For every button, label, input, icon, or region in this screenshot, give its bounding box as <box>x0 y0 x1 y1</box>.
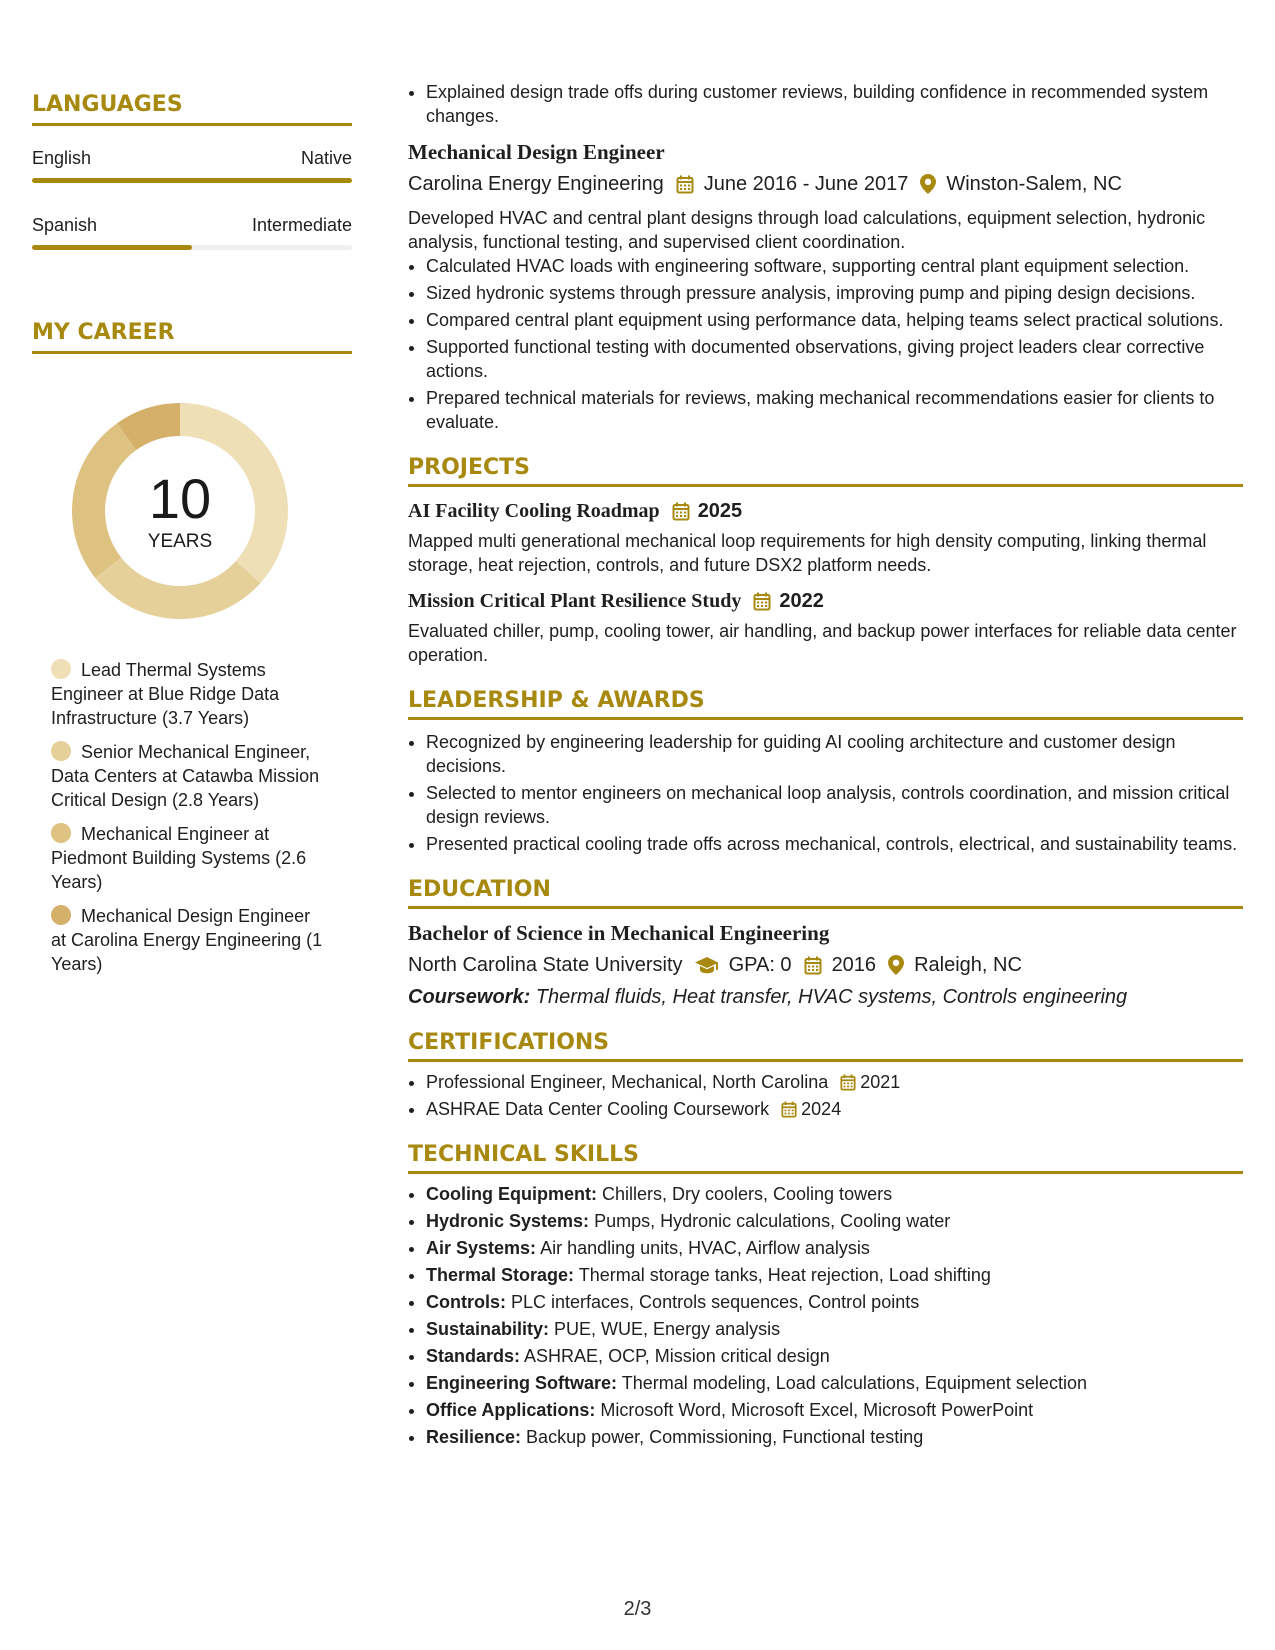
skill-label: Engineering Software: <box>426 1373 618 1393</box>
language-level-fill <box>32 245 192 250</box>
skill-item <box>426 1398 1243 1422</box>
certification-year: 2021 <box>860 1072 901 1092</box>
project-entry <box>408 499 1243 577</box>
bullet-item: • Compared central plant equipment using performance data, helping teams select practical solutions. <box>426 308 1243 332</box>
project-description: Evaluated chiller, pump, cooling tower, air handling, and backup power interfaces for reliable data center operation. <box>408 621 1237 665</box>
job-bullets <box>408 254 1243 434</box>
certification-year: 2024 <box>801 1099 842 1119</box>
skill-label: Cooling Equipment: <box>426 1184 597 1204</box>
project-name: AI Facility Cooling Roadmap <box>408 500 660 522</box>
skill-label: Air Systems: <box>426 1238 537 1258</box>
skill-item <box>426 1236 1243 1260</box>
education-location: Raleigh, NC <box>914 954 1022 976</box>
right-column <box>408 80 1243 1452</box>
languages-heading: LANGUAGES <box>32 92 352 126</box>
skill-item <box>426 1290 1243 1314</box>
bullet-item: • Explained design trade offs during customer reviews, building confidence in recommended system changes. <box>426 80 1243 128</box>
education-meta <box>408 953 1243 977</box>
career-role-label: Mechanical Design Engineer at Carolina Energy Engineering (1 Years) <box>51 906 323 974</box>
bullet-item: • Selected to mentor engineers on mechanical loop analysis, controls coordination, and mission critical design reviews. <box>426 781 1243 829</box>
calendar-icon <box>672 502 690 521</box>
career-donut-chart <box>65 396 295 626</box>
language-name: Spanish <box>32 215 98 235</box>
skill-values: Chillers, Dry coolers, Cooling towers <box>596 1184 893 1204</box>
skill-label: Standards: <box>426 1346 521 1366</box>
skill-label: Resilience: <box>426 1427 522 1447</box>
project-entry <box>408 589 1243 667</box>
career-legend <box>51 658 326 976</box>
project-description: Mapped multi generational mechanical loop requirements for high density computing, linking thermal storage, heat rejection, controls, and future DSX2 platform needs. <box>408 531 1207 575</box>
job-title: Mechanical Design Engineer <box>408 140 665 164</box>
education-heading: EDUCATION <box>408 878 1243 909</box>
career-legend-item <box>51 904 326 976</box>
skill-values: PLC interfaces, Controls sequences, Control points <box>506 1292 920 1312</box>
language-level-bar <box>32 245 352 250</box>
language-level: Native <box>300 148 352 168</box>
calendar-icon <box>840 1074 856 1091</box>
career-role-label: Mechanical Engineer at Piedmont Building Systems (2.6 Years) <box>51 824 307 892</box>
coursework-label: Coursework: <box>408 986 531 1008</box>
career-total-years: 10 <box>148 467 212 530</box>
skill-label: Office Applications: <box>426 1400 596 1420</box>
calendar-icon <box>676 175 694 194</box>
skill-label: Sustainability: <box>426 1319 550 1339</box>
school-name: North Carolina State University <box>408 954 683 976</box>
skill-values: PUE, WUE, Energy analysis <box>549 1319 781 1339</box>
legend-dot-icon <box>51 905 71 925</box>
language-level: Intermediate <box>251 215 352 235</box>
project-name: Mission Critical Plant Resilience Study <box>408 590 742 612</box>
bullet-item: • Calculated HVAC loads with engineering software, supporting central plant equipment selection. <box>426 254 1243 278</box>
language-level-bar <box>32 178 352 183</box>
calendar-icon <box>781 1101 797 1118</box>
skills-list <box>408 1182 1243 1449</box>
skill-item <box>426 1317 1243 1341</box>
project-year: 2022 <box>779 590 824 612</box>
legend-dot-icon <box>51 659 71 679</box>
language-item <box>32 148 352 183</box>
skill-values: Air handling units, HVAC, Airflow analysis <box>536 1238 870 1258</box>
location-pin-icon <box>920 174 936 194</box>
career-legend-item <box>51 740 326 812</box>
job-location: Winston-Salem, NC <box>946 173 1122 195</box>
leadership-heading: LEADERSHIP & AWARDS <box>408 689 1243 720</box>
skill-item <box>426 1209 1243 1233</box>
skill-label: Hydronic Systems: <box>426 1211 590 1231</box>
coursework <box>408 985 1243 1009</box>
language-name: English <box>32 148 92 168</box>
skill-values: Thermal modeling, Load calculations, Equipment selection <box>617 1373 1087 1393</box>
certification-item <box>426 1070 1243 1094</box>
legend-dot-icon <box>51 741 71 761</box>
job-description: Developed HVAC and central plant designs through load calculations, equipment selection, hydronic analysis, functional testing, and supervised client coordination. <box>408 208 1206 252</box>
projects-heading: PROJECTS <box>408 456 1243 487</box>
skill-values: ASHRAE, OCP, Mission critical design <box>520 1346 830 1366</box>
company-name: Carolina Energy Engineering <box>408 173 664 195</box>
certification-item <box>426 1097 1243 1121</box>
bullet-item: • Presented practical cooling trade offs across mechanical, controls, electrical, and sustainability teams. <box>426 832 1243 856</box>
career-heading: MY CAREER <box>32 320 352 354</box>
skill-values: Pumps, Hydronic calculations, Cooling water <box>589 1211 951 1231</box>
language-item <box>32 215 352 250</box>
bullet-item: • Supported functional testing with documented observations, giving project leaders clear corrective actions. <box>426 335 1243 383</box>
career-role-label: Lead Thermal Systems Engineer at Blue Ridge Data Infrastructure (3.7 Years) <box>51 660 280 728</box>
skill-item <box>426 1182 1243 1206</box>
location-pin-icon <box>888 955 904 975</box>
project-year: 2025 <box>697 500 743 522</box>
certification-name: • ASHRAE Data Center Cooling Coursework <box>426 1099 770 1119</box>
skill-values: Thermal storage tanks, Heat rejection, Load shifting <box>574 1265 991 1285</box>
carry-over-bullets <box>408 80 1243 128</box>
skill-label: Controls: <box>426 1292 506 1312</box>
bullet-item: • Prepared technical materials for reviews, making mechanical recommendations easier for clients to evaluate. <box>426 386 1243 434</box>
career-role-label: Senior Mechanical Engineer, Data Centers at Catawba Mission Critical Design (2.8 Years) <box>51 742 320 810</box>
skill-item <box>426 1344 1243 1368</box>
calendar-icon <box>804 956 822 975</box>
job-dates: June 2016 - June 2017 <box>703 173 909 195</box>
donut-center <box>65 396 295 626</box>
graduation-cap-icon <box>695 956 719 974</box>
skill-item <box>426 1371 1243 1395</box>
skill-values: Microsoft Word, Microsoft Excel, Microsoft PowerPoint <box>595 1400 1034 1420</box>
certifications-heading: CERTIFICATIONS <box>408 1031 1243 1062</box>
career-total-unit: YEARS <box>147 531 213 552</box>
certification-name: • Professional Engineer, Mechanical, North Carolina <box>426 1072 829 1092</box>
degree-title: Bachelor of Science in Mechanical Engineering <box>408 921 830 945</box>
calendar-icon <box>753 592 771 611</box>
career-legend-item <box>51 658 326 730</box>
graduation-year: 2016 <box>831 954 877 976</box>
language-level-fill <box>32 178 352 183</box>
leadership-bullets <box>408 730 1243 856</box>
job-entry <box>408 140 1243 434</box>
left-column <box>32 92 352 986</box>
job-meta <box>408 172 1243 196</box>
skill-label: Thermal Storage: <box>426 1265 575 1285</box>
skill-item <box>426 1425 1243 1449</box>
skills-heading: TECHNICAL SKILLS <box>408 1143 1243 1174</box>
gpa: GPA: 0 <box>728 954 792 976</box>
bullet-item: • Sized hydronic systems through pressure analysis, improving pump and piping design decisions. <box>426 281 1243 305</box>
legend-dot-icon <box>51 823 71 843</box>
coursework-list: Thermal fluids, Heat transfer, HVAC systems, Controls engineering <box>530 986 1128 1008</box>
skill-item <box>426 1263 1243 1287</box>
page-number: 2/3 <box>623 1598 652 1620</box>
skill-values: Backup power, Commissioning, Functional testing <box>521 1427 924 1447</box>
career-legend-item <box>51 822 326 894</box>
bullet-item: • Recognized by engineering leadership for guiding AI cooling architecture and customer design decisions. <box>426 730 1243 778</box>
certifications-list <box>408 1070 1243 1121</box>
